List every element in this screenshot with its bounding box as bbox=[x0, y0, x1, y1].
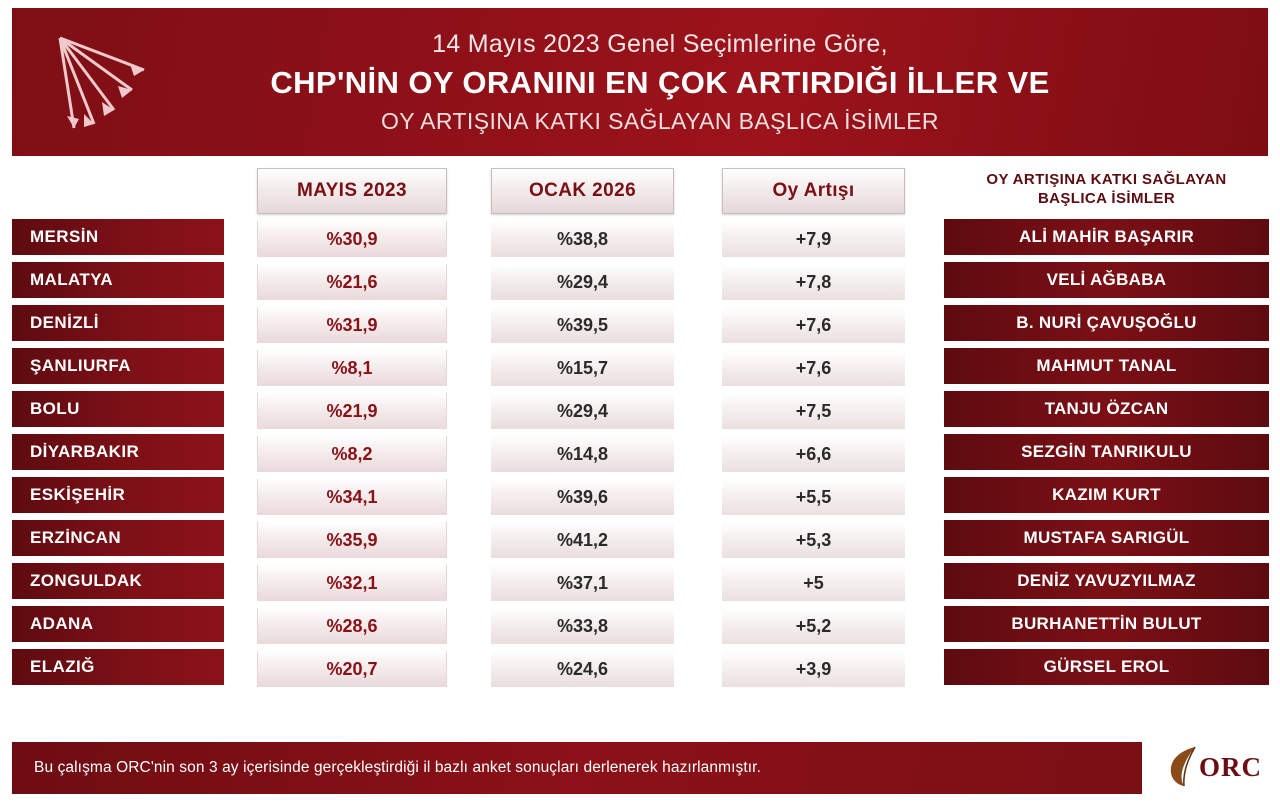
header-subtitle: 14 Mayıs 2023 Genel Seçimlerine Göre, bbox=[432, 29, 888, 58]
column-header-names bbox=[944, 168, 1269, 212]
table-cell-name: MAHMUT TANAL bbox=[944, 348, 1269, 384]
table-cell-diff: +7,6 bbox=[722, 307, 905, 343]
table-cell-jan: %37,1 bbox=[491, 565, 674, 601]
table-cell-diff: +6,6 bbox=[722, 436, 905, 472]
column-header-names-line2: BAŞLICA İSİMLER bbox=[1037, 190, 1176, 207]
table-cell-diff: +5,2 bbox=[722, 608, 905, 644]
table-cell-diff: +5,5 bbox=[722, 479, 905, 515]
table-cell-may: %32,1 bbox=[257, 565, 447, 601]
table-row: MERSİN bbox=[12, 219, 224, 255]
column-names bbox=[944, 168, 1269, 692]
table-cell-may: %21,9 bbox=[257, 393, 447, 429]
table-cell-name: SEZGİN TANRIKULU bbox=[944, 434, 1269, 470]
table-cell-jan: %39,5 bbox=[491, 307, 674, 343]
table-cell-may: %34,1 bbox=[257, 479, 447, 515]
table-cell-jan: %15,7 bbox=[491, 350, 674, 386]
table-cell-may: %31,9 bbox=[257, 307, 447, 343]
table-cell-may: %28,6 bbox=[257, 608, 447, 644]
footer-note-bar bbox=[12, 742, 1142, 794]
column-may-2023 bbox=[257, 168, 447, 694]
orc-leaf-icon bbox=[1165, 745, 1199, 789]
table-cell-name: MUSTAFA SARIGÜL bbox=[944, 520, 1269, 556]
column-header-jan: OCAK 2026 bbox=[491, 168, 674, 214]
table-cell-name: VELİ AĞBABA bbox=[944, 262, 1269, 298]
table-row: ADANA bbox=[12, 606, 224, 642]
table-cell-name: B. NURİ ÇAVUŞOĞLU bbox=[944, 305, 1269, 341]
table-cell-may: %30,9 bbox=[257, 221, 447, 257]
column-city bbox=[12, 168, 224, 692]
table-cell-jan: %41,2 bbox=[491, 522, 674, 558]
table-cell-diff: +5 bbox=[722, 565, 905, 601]
table-row: ERZİNCAN bbox=[12, 520, 224, 556]
header-title-secondary: OY ARTIŞINA KATKI SAĞLAYAN BAŞLICA İSİMLER bbox=[381, 107, 939, 134]
orc-logo-text: ORC bbox=[1199, 751, 1262, 782]
table-cell-name: BURHANETTİN BULUT bbox=[944, 606, 1269, 642]
table-cell-diff: +7,8 bbox=[722, 264, 905, 300]
table-cell-jan: %33,8 bbox=[491, 608, 674, 644]
header-banner bbox=[12, 8, 1268, 156]
table-cell-name: GÜRSEL EROL bbox=[944, 649, 1269, 685]
table-cell-jan: %38,8 bbox=[491, 221, 674, 257]
table-row: ESKİŞEHİR bbox=[12, 477, 224, 513]
header-titles bbox=[270, 30, 1049, 135]
table-row: ŞANLIURFA bbox=[12, 348, 224, 384]
table-row: ZONGULDAK bbox=[12, 563, 224, 599]
table-cell-name: ALİ MAHİR BAŞARIR bbox=[944, 219, 1269, 255]
column-header-may: MAYIS 2023 bbox=[257, 168, 447, 214]
table-row: MALATYA bbox=[12, 262, 224, 298]
table-cell-jan: %14,8 bbox=[491, 436, 674, 472]
table-cell-name: DENİZ YAVUZYILMAZ bbox=[944, 563, 1269, 599]
column-header-diff: Oy Artışı bbox=[722, 168, 905, 214]
table-cell-diff: +7,9 bbox=[722, 221, 905, 257]
table-cell-jan: %29,4 bbox=[491, 264, 674, 300]
footer-note: Bu çalışma ORC'nin son 3 ay içerisinde gerçekleştirdiği il bazlı anket sonuçları derlenerek hazırlanmıştır. bbox=[34, 759, 761, 776]
table-cell-may: %8,2 bbox=[257, 436, 447, 472]
table-cell-diff: +5,3 bbox=[722, 522, 905, 558]
column-header-city bbox=[12, 168, 224, 212]
table-cell-diff: +3,9 bbox=[722, 651, 905, 687]
table-row: DİYARBAKIR bbox=[12, 434, 224, 470]
table-row: ELAZIĞ bbox=[12, 649, 224, 685]
table-cell-diff: +7,5 bbox=[722, 393, 905, 429]
column-vote-increase bbox=[722, 168, 905, 694]
table-row: DENİZLİ bbox=[12, 305, 224, 341]
table-cell-name: KAZIM KURT bbox=[944, 477, 1269, 513]
table-row: BOLU bbox=[12, 391, 224, 427]
table-cell-may: %35,9 bbox=[257, 522, 447, 558]
table-cell-may: %8,1 bbox=[257, 350, 447, 386]
column-header-names-line1: OY ARTIŞINA KATKI SAĞLAYAN bbox=[986, 171, 1227, 189]
column-jan-2026 bbox=[491, 168, 674, 694]
table-cell-jan: %39,6 bbox=[491, 479, 674, 515]
orc-logo bbox=[1142, 738, 1262, 796]
results-table bbox=[0, 168, 1280, 694]
table-cell-may: %20,7 bbox=[257, 651, 447, 687]
table-cell-jan: %29,4 bbox=[491, 393, 674, 429]
table-cell-may: %21,6 bbox=[257, 264, 447, 300]
table-cell-diff: +7,6 bbox=[722, 350, 905, 386]
table-cell-name: TANJU ÖZCAN bbox=[944, 391, 1269, 427]
chp-arrows-icon bbox=[52, 30, 162, 135]
header-title: CHP'NİN OY ORANINI EN ÇOK ARTIRDIĞI İLLER VE bbox=[270, 64, 1050, 100]
table-cell-jan: %24,6 bbox=[491, 651, 674, 687]
